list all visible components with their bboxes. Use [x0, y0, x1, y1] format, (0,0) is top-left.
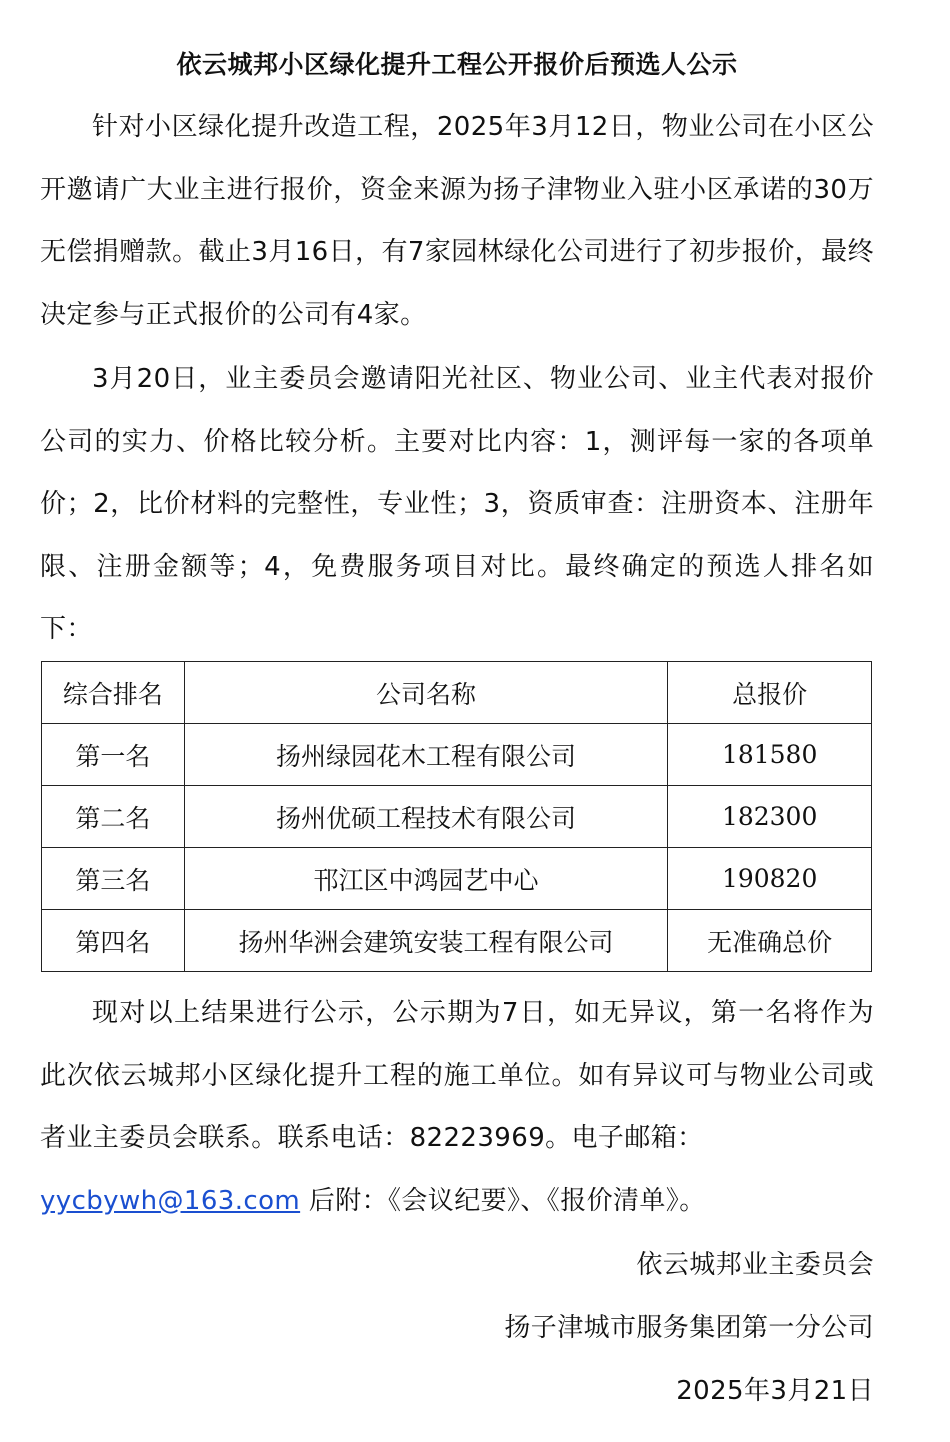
table-header-row — [42, 662, 872, 724]
signature-service-company: 扬子津城市服务集团第一分公司 — [504, 1313, 874, 1343]
table-cell-company: 扬州华洲会建筑安装工程有限公司 — [184, 910, 668, 972]
table-cell-company: 扬州优硕工程技术有限公司 — [184, 786, 668, 848]
paragraph-evaluation: 3月20日，业主委员会邀请阳光社区、物业公司、业主代表对报价公司的实力、价格比较分析。主要对比内容：1，测评每一家的各项单价；2，比价材料的完整性，专业性；3，资质审查：注册资本、注册年限、注册金额等；4，免费服务项目对比。最终确定的预选人排名如下： — [40, 364, 874, 644]
signature-owners-committee: 依云城邦业主委员会 — [636, 1250, 874, 1280]
table-cell-price: 190820 — [668, 848, 872, 910]
table-cell-rank: 第三名 — [42, 848, 185, 910]
paragraph-intro: 针对小区绿化提升改造工程，2025年3月12日，物业公司在小区公开邀请广大业主进行报价，资金来源为扬子津物业入驻小区承诺的30万无偿捐赠款。截止3月16日，有7家园林绿化公司进行了初步报价，最终决定参与正式报价的公司有4家。 — [40, 112, 874, 330]
table-header-company: 公司名称 — [184, 662, 668, 724]
signature-date: 2025年3月21日 — [676, 1376, 874, 1406]
table-cell-company: 扬州绿园花木工程有限公司 — [184, 724, 668, 786]
attachments-text: 后附：《会议纪要》、《报价清单》。 — [300, 1185, 706, 1216]
page-title: 依云城邦小区绿化提升工程公开报价后预选人公示 — [176, 50, 738, 79]
table-header-rank: 综合排名 — [42, 662, 185, 724]
email-link[interactable]: yycbywh@163.com — [40, 1185, 301, 1216]
table-cell-price: 182300 — [668, 786, 872, 848]
table-cell-rank: 第一名 — [42, 724, 185, 786]
table-cell-company: 邗江区中鸿园艺中心 — [184, 848, 668, 910]
paragraph-announcement — [40, 982, 874, 1232]
table-cell-rank: 第二名 — [42, 786, 185, 848]
table-row — [42, 848, 872, 910]
table-row — [42, 910, 872, 972]
table-cell-price: 181580 — [668, 724, 872, 786]
table-row — [42, 724, 872, 786]
table-row — [42, 786, 872, 848]
table-cell-price: 无准确总价 — [668, 910, 872, 972]
table-header-price: 总报价 — [668, 662, 872, 724]
announcement-text: 现对以上结果进行公示，公示期为7日，如无异议，第一名将作为此次依云城邦小区绿化提升工程的施工单位。如有异议可与物业公司或者业主委员会联系。联系电话：82223969。电子邮箱： — [40, 998, 874, 1153]
table-cell-rank: 第四名 — [42, 910, 185, 972]
ranking-table — [41, 661, 872, 972]
